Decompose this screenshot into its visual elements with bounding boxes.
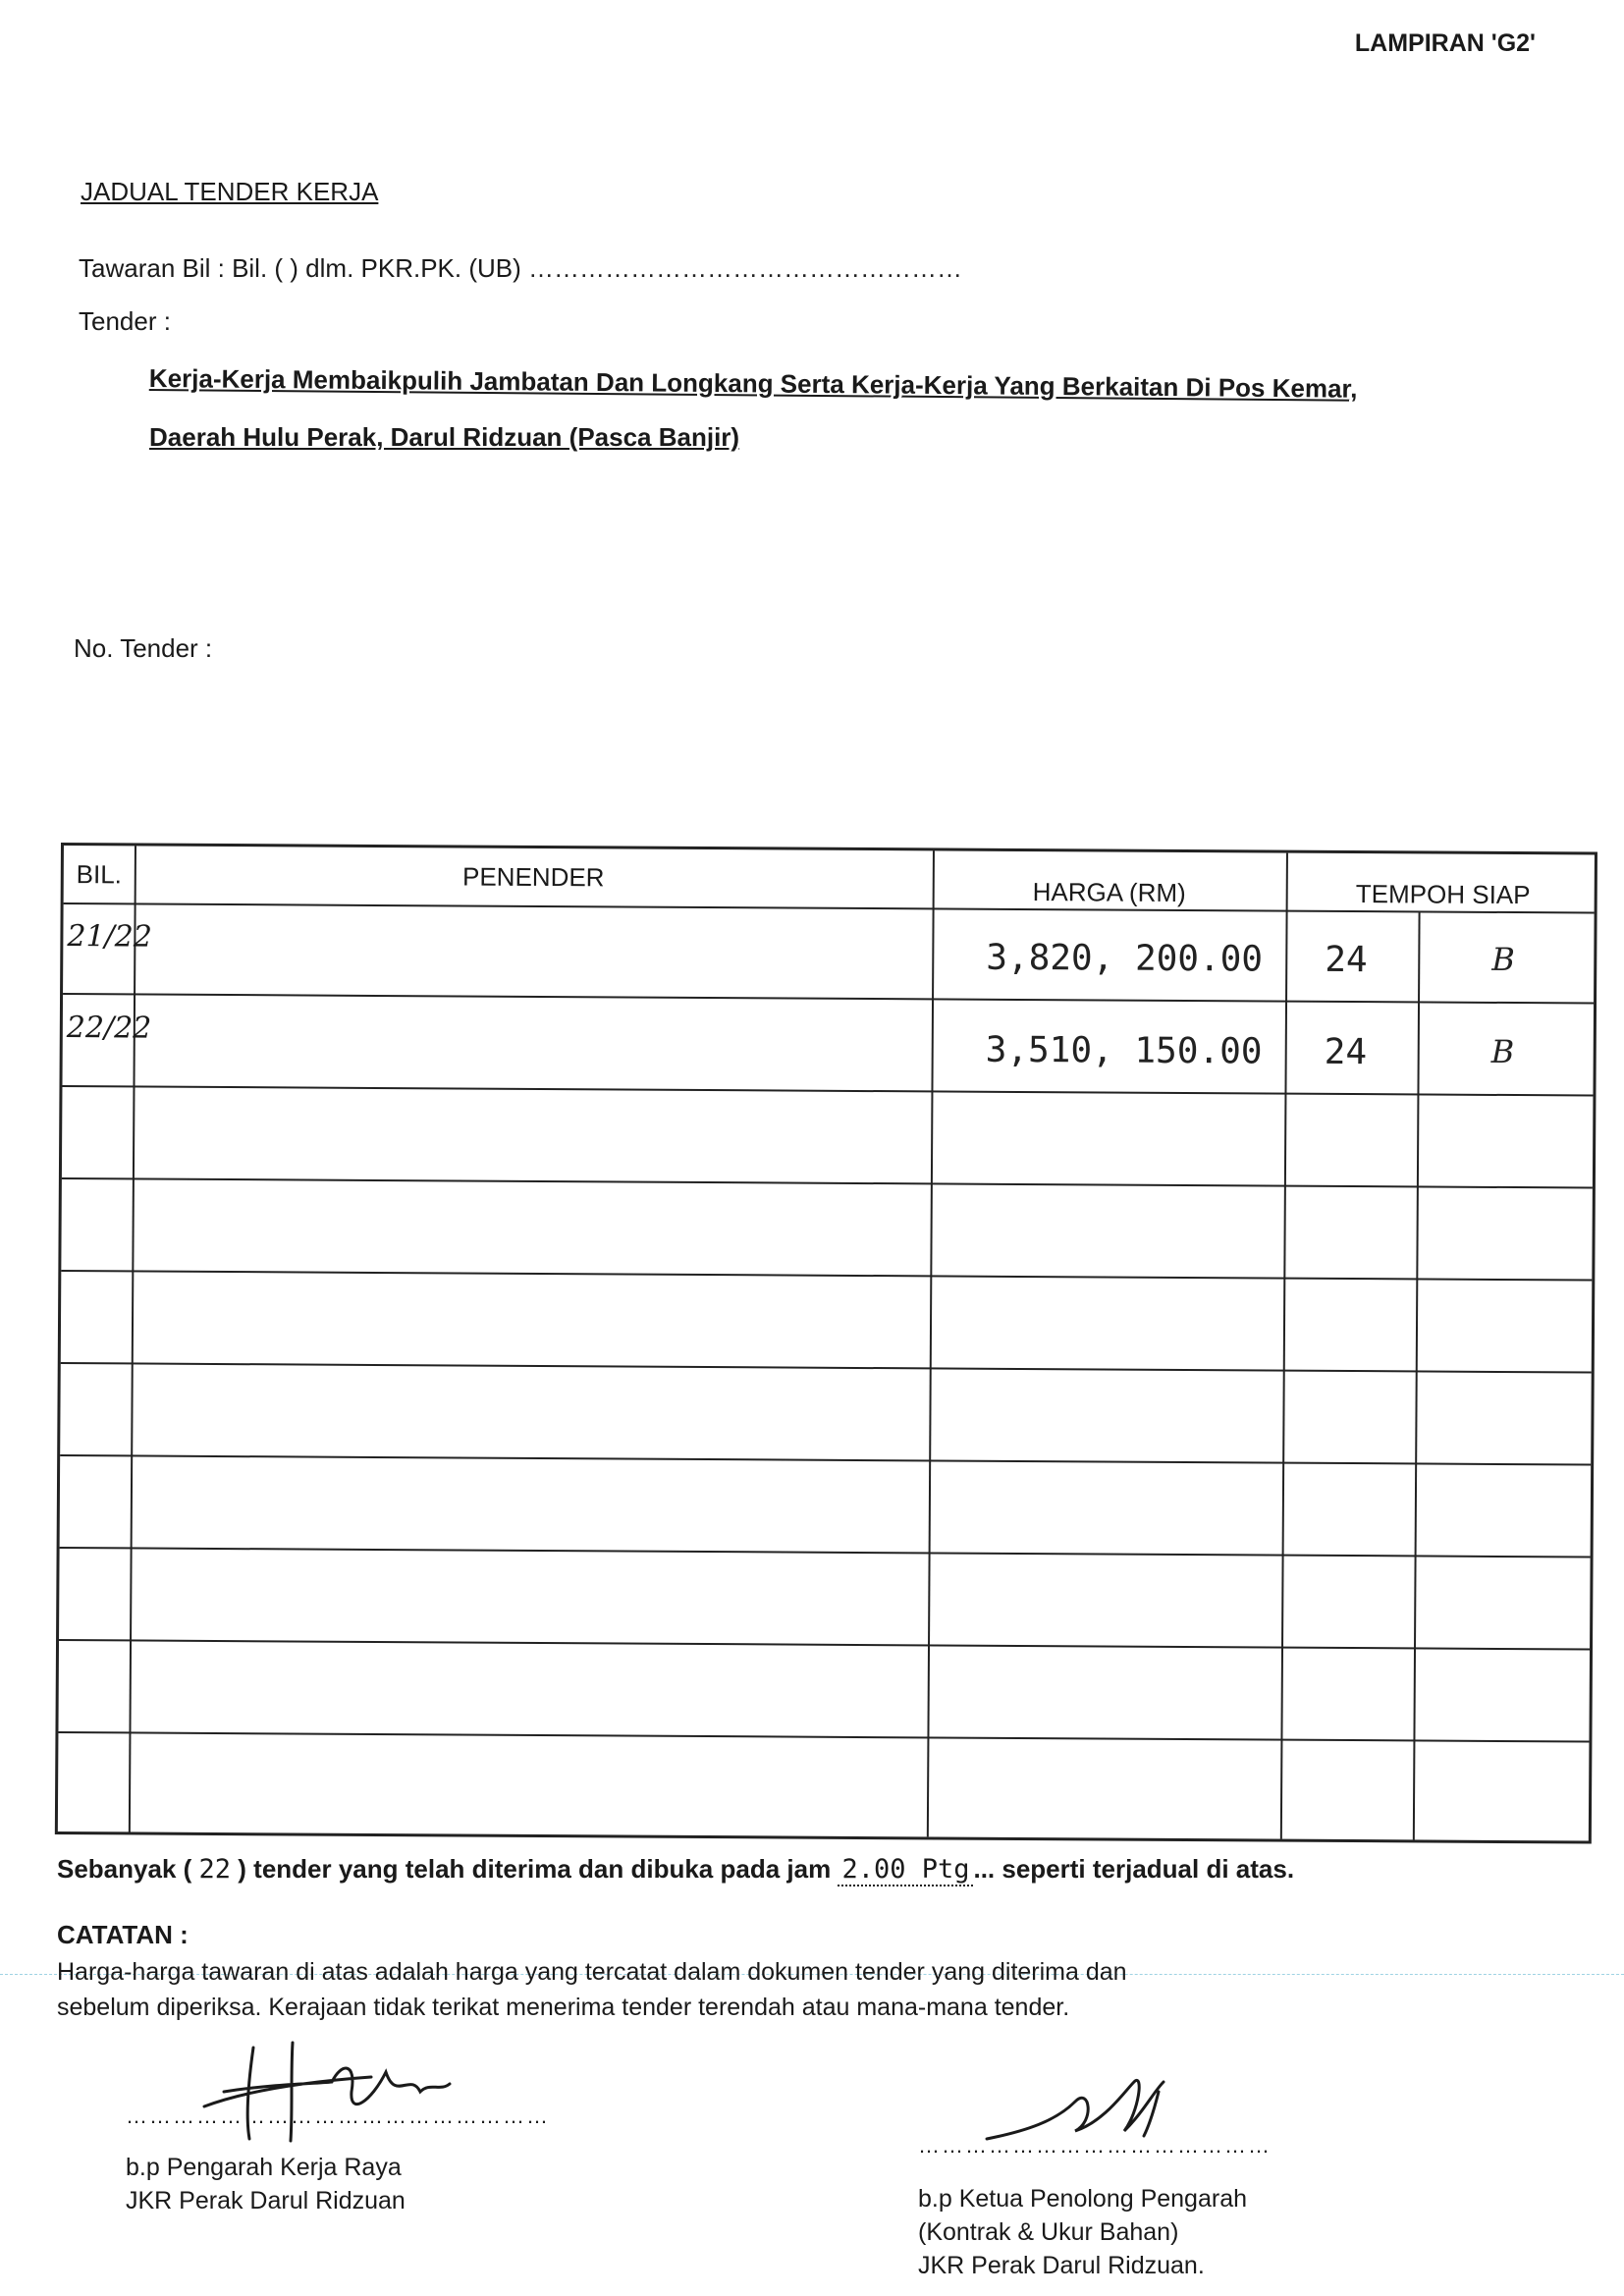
row-rule xyxy=(61,1270,1592,1282)
catatan-line1: Harga-harga tawaran di atas adalah harga yang tercatat dalam dokumen tender yang diterima dan xyxy=(57,1958,1127,1986)
summary-count: 22 xyxy=(198,1854,232,1885)
row-rule xyxy=(62,1085,1593,1097)
left-signature-icon xyxy=(185,2023,518,2151)
row-rule xyxy=(60,1547,1591,1558)
left-signatory-title: b.p Pengarah Kerja Raya xyxy=(126,2154,402,2181)
col-divider-tempoh xyxy=(1413,912,1421,1839)
row-rule xyxy=(62,1177,1593,1189)
right-signatory-title: b.p Ketua Penolong Pengarah xyxy=(918,2185,1247,2213)
row1-bil: 21/22 xyxy=(67,919,152,955)
tender-table xyxy=(55,843,1597,1844)
header-tempoh: TEMPOH SIAP xyxy=(1355,879,1531,910)
lampiran-label: LAMPIRAN 'G2' xyxy=(1354,29,1536,57)
row-rule xyxy=(58,1731,1589,1743)
row-rule xyxy=(61,1362,1592,1374)
header-harga: HARGA (RM) xyxy=(1032,877,1186,907)
right-signature-dots: ……………………………………… xyxy=(918,2133,1272,2158)
row-rule xyxy=(63,993,1594,1005)
row2-bil: 22/22 xyxy=(66,1011,152,1046)
tawaran-label: Tawaran Bil : Bil. ( ) dlm. PKR.PK. (UB) xyxy=(79,253,521,283)
row-rule xyxy=(60,1454,1591,1466)
tawaran-dots: …………………………………………… xyxy=(528,253,962,283)
row1-tempoh-unit: B xyxy=(1491,940,1515,979)
row2-harga: 3,510, 150.00 xyxy=(985,1029,1263,1072)
right-signatory-division: (Kontrak & Ukur Bahan) xyxy=(918,2218,1179,2246)
row-rule xyxy=(59,1639,1590,1651)
header-bil: BIL. xyxy=(76,859,123,890)
summary-time: 2.00 Ptg xyxy=(838,1854,973,1886)
page-title: JADUAL TENDER KERJA xyxy=(81,177,379,206)
summary-line xyxy=(57,1854,1294,1885)
left-signatory-org: JKR Perak Darul Ridzuan xyxy=(126,2187,406,2214)
right-signatory-org: JKR Perak Darul Ridzuan. xyxy=(918,2252,1205,2279)
row2-tempoh-value: 24 xyxy=(1324,1031,1368,1073)
header-penender: PENENDER xyxy=(461,861,605,893)
work-title-line1: Kerja-Kerja Membaikpulih Jambatan Dan Longkang Serta Kerja-Kerja Yang Berkaitan Di Pos Kemar, xyxy=(148,363,1358,404)
tawaran-line xyxy=(79,253,962,284)
summary-prefix: Sebanyak ( xyxy=(57,1854,192,1884)
catatan-title: CATATAN : xyxy=(57,1920,189,1949)
no-tender-label: No. Tender : xyxy=(74,633,213,663)
work-title-line2: Daerah Hulu Perak, Darul Ridzuan (Pasca Banjir) xyxy=(149,422,740,452)
catatan-line2: sebelum diperiksa. Kerajaan tidak terikat menerima tender terendah atau mana-mana tender. xyxy=(57,1994,1070,2021)
tender-label: Tender : xyxy=(79,306,171,336)
row1-harga: 3,820, 200.00 xyxy=(986,937,1264,980)
summary-middle: ) tender yang telah diterima dan dibuka pada jam xyxy=(238,1854,832,1884)
row2-tempoh-unit: B xyxy=(1490,1032,1515,1071)
summary-suffix: ... seperti terjadual di atas. xyxy=(973,1854,1295,1884)
left-signature-dots: ……………………………………………… xyxy=(126,2104,550,2128)
row1-tempoh-value: 24 xyxy=(1325,939,1368,981)
